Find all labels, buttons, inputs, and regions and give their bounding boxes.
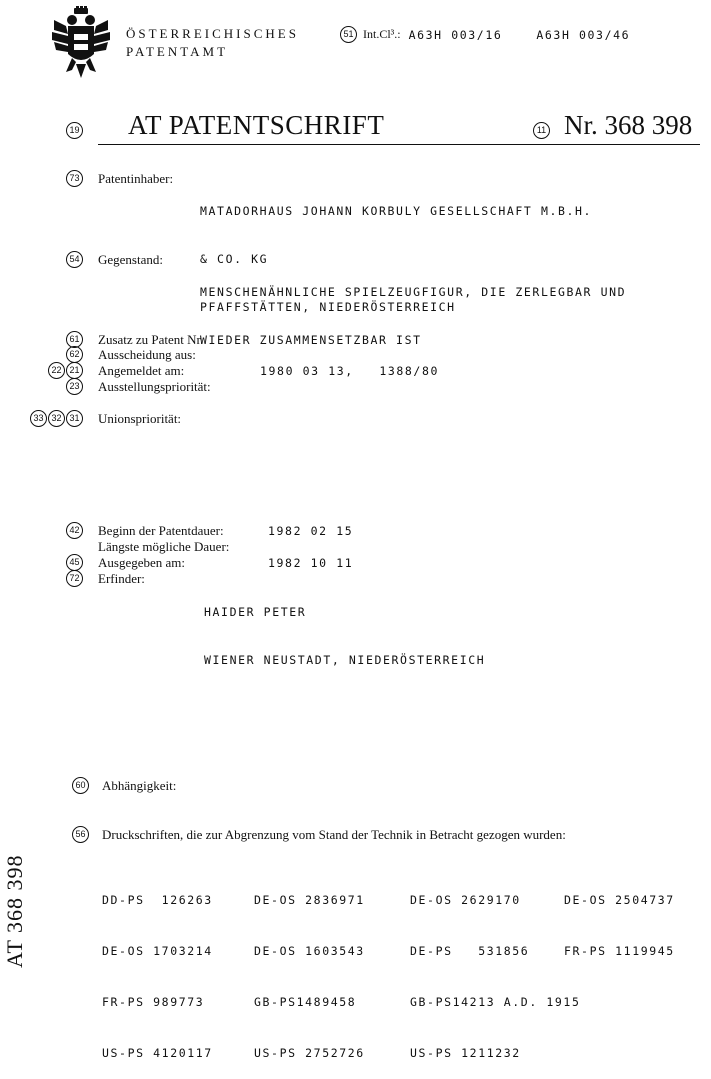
inid-code-19: 19 [66, 122, 83, 139]
reference-cell: DD-PS 126263 [102, 893, 213, 907]
ausgegeben-value: 1982 10 11 [268, 556, 354, 570]
office-line-2: PATENTAMT [126, 44, 229, 59]
ausgegeben-label: Ausgegeben am: [98, 555, 186, 570]
inid-code-45: 45 [66, 554, 83, 571]
reference-cell: US-PS 2752726 [254, 1046, 365, 1060]
reference-cell: FR-PS 989773 [102, 995, 205, 1009]
reference-cell: FR-PS 1119945 [564, 944, 675, 958]
ausstellung-label: Ausstellungspriorität: [98, 379, 211, 394]
title-row [66, 110, 700, 144]
reference-cell: US-PS 4120117 [102, 1046, 213, 1060]
inid-code-42: 42 [66, 522, 83, 539]
references-label: Druckschriften, die zur Abgrenzung vom Stand der Technik in Betracht gezogen wurden: [102, 827, 566, 842]
owner-line-3: PFAFFSTÄTTEN, NIEDERÖSTERREICH [200, 300, 456, 314]
subject-line-2: WIEDER ZUSAMMENSETZBAR IST [200, 333, 422, 347]
reference-cell: GB-PS1489458 [254, 995, 357, 1009]
reference-row [102, 943, 675, 960]
erfinder-label: Erfinder: [98, 571, 145, 586]
abhaengigkeit-label: Abhängigkeit: [102, 778, 177, 793]
owner-label: Patentinhaber: [98, 171, 174, 186]
reference-row [102, 1045, 675, 1062]
reference-cell: GB-PS14213 A.D. 1915 [410, 995, 581, 1009]
references-table [102, 858, 675, 1079]
inid-code-72: 72 [66, 570, 83, 587]
inid-code-11: 11 [533, 122, 550, 139]
reference-row [102, 892, 675, 909]
inid-code-54: 54 [66, 251, 83, 268]
subject-line-1: MENSCHENÄHNLICHE SPIELZEUGFIGUR, DIE ZERLEGBAR UND [200, 285, 627, 299]
document-type: AT PATENTSCHRIFT [128, 110, 385, 140]
subject-label: Gegenstand: [98, 252, 163, 267]
reference-cell: DE-OS 1703214 [102, 944, 213, 958]
reference-cell: DE-OS 1603543 [254, 944, 365, 958]
intcl-value-1: A63H 003/16 [408, 27, 503, 42]
owner-line-2: & CO. KG [200, 252, 269, 266]
office-name [126, 25, 299, 61]
inid-code-73: 73 [66, 170, 83, 187]
erfinder-line-2: WIENER NEUSTADT, NIEDERÖSTERREICH [204, 653, 486, 667]
beginn-value: 1982 02 15 [268, 524, 354, 538]
office-line-1: ÖSTERREICHISCHES [126, 26, 299, 41]
owner-line-1: MATADORHAUS JOHANN KORBULY GESELLSCHAFT M.B.H. [200, 204, 593, 218]
reference-row [102, 994, 675, 1011]
inid-code-31: 31 [66, 410, 83, 427]
reference-cell: US-PS 1211232 [410, 1046, 521, 1060]
beginn-label: Beginn der Patentdauer: [98, 523, 224, 538]
intcl-label: Int.Cl³.: [363, 27, 401, 41]
inid-code-23: 23 [66, 378, 83, 395]
angemeldet-value: 1980 03 13, 1388/80 [260, 364, 439, 378]
title-rule [98, 144, 700, 145]
angemeldet-label: Angemeldet am: [98, 363, 185, 378]
reference-cell: DE-PS 531856 [410, 944, 530, 958]
inid-code-56: 56 [72, 826, 89, 843]
inid-code-51: 51 [340, 26, 357, 43]
zusatz-label: Zusatz zu Patent Nr. [98, 332, 204, 347]
reference-cell: DE-OS 2504737 [564, 893, 675, 907]
erfinder-line-1: HAIDER PETER [204, 605, 307, 619]
reference-cell: DE-OS 2836971 [254, 893, 365, 907]
side-patent-number: AT 368 398 [2, 854, 27, 968]
inid-code-60: 60 [72, 777, 89, 794]
inid-code-32: 32 [48, 410, 65, 427]
intcl-block [340, 26, 630, 43]
reference-cell: DE-OS 2629170 [410, 893, 521, 907]
intcl-value-2: A63H 003/46 [536, 27, 631, 42]
inid-code-33: 33 [30, 410, 47, 427]
inid-code-62: 62 [66, 346, 83, 363]
patent-number: Nr. 368 398 [564, 110, 693, 140]
emblem-eagle-icon [50, 6, 112, 80]
ausscheidung-label: Ausscheidung aus: [98, 347, 196, 362]
union-label: Unionspriorität: [98, 411, 182, 426]
inid-code-22: 22 [48, 362, 65, 379]
laengste-label: Längste mögliche Dauer: [98, 539, 230, 554]
inid-code-61: 61 [66, 331, 83, 348]
inid-code-21: 21 [66, 362, 83, 379]
